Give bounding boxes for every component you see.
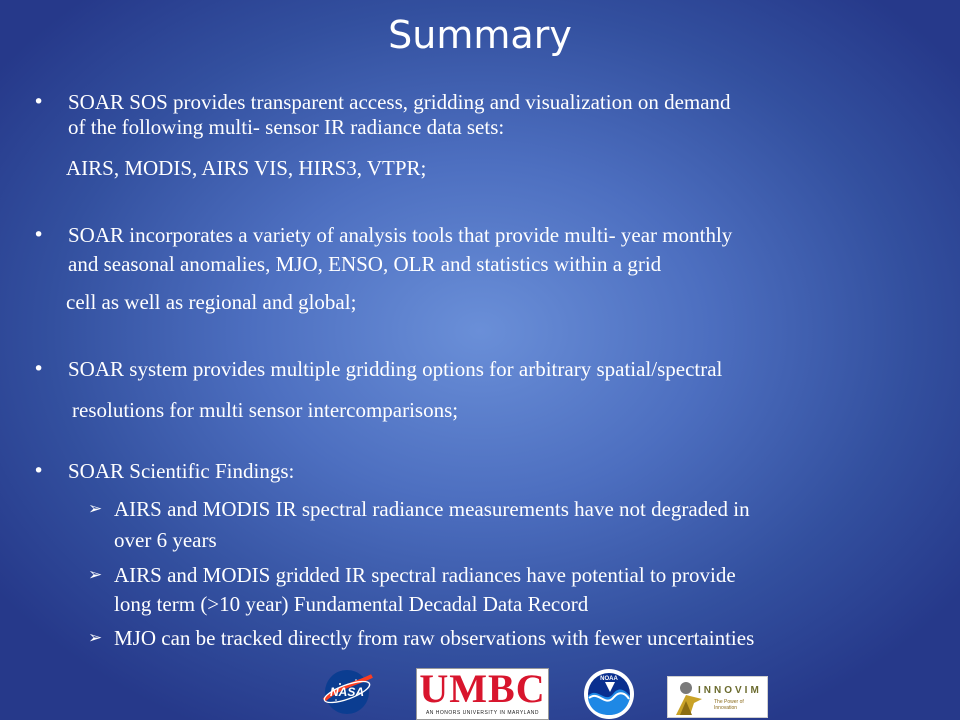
slide-title: Summary xyxy=(388,13,572,57)
bullet-2-line-2: and seasonal anomalies, MJO, ENSO, OLR and statistics within a grid xyxy=(68,252,662,276)
finding-1-line-2: over 6 years xyxy=(114,528,217,552)
bullet-dot: • xyxy=(33,91,45,113)
arrow-bullet-icon: ➢ xyxy=(88,565,103,585)
umbc-logo: UMBC AN HONORS UNIVERSITY IN MARYLAND xyxy=(416,668,549,720)
bullet-3-line-2: resolutions for multi sensor intercomparisons; xyxy=(72,398,459,422)
innovim-logo: INNOVIM The Power of Innovation xyxy=(667,676,768,718)
svg-text:NOAA: NOAA xyxy=(600,676,618,682)
finding-2-line-1: AIRS and MODIS gridded IR spectral radiances have potential to provide xyxy=(114,563,736,587)
noaa-logo xyxy=(583,668,635,720)
bullet-dot: • xyxy=(33,224,45,246)
bullet-2-line-1: SOAR incorporates a variety of analysis tools that provide multi- year monthly xyxy=(68,223,733,247)
arrow-bullet-icon: ➢ xyxy=(88,499,103,519)
finding-3-line-1: MJO can be tracked directly from raw observations with fewer uncertainties xyxy=(114,626,755,650)
bullet-dot: • xyxy=(33,358,45,380)
nasa-logo xyxy=(318,666,376,716)
logo-strip xyxy=(0,660,960,720)
bullet-3-line-1: SOAR system provides multiple gridding options for arbitrary spatial/spectral xyxy=(68,357,723,381)
svg-text:NASA: NASA xyxy=(329,685,365,699)
bullet-1-line-3: AIRS, MODIS, AIRS VIS, HIRS3, VTPR; xyxy=(66,156,427,180)
bullet-1-line-2: of the following multi- sensor IR radiance data sets: xyxy=(68,115,505,139)
bullet-1-line-1: SOAR SOS provides transparent access, gridding and visualization on demand xyxy=(68,90,731,114)
bullet-2-line-3: cell as well as regional and global; xyxy=(66,290,357,314)
bullet-dot: • xyxy=(33,460,45,482)
finding-1-line-1: AIRS and MODIS IR spectral radiance measurements have not degraded in xyxy=(114,497,750,521)
bullet-4-line-1: SOAR Scientific Findings: xyxy=(68,459,295,483)
finding-2-line-2: long term (>10 year) Fundamental Decadal Data Record xyxy=(114,592,589,616)
arrow-bullet-icon: ➢ xyxy=(88,628,103,648)
